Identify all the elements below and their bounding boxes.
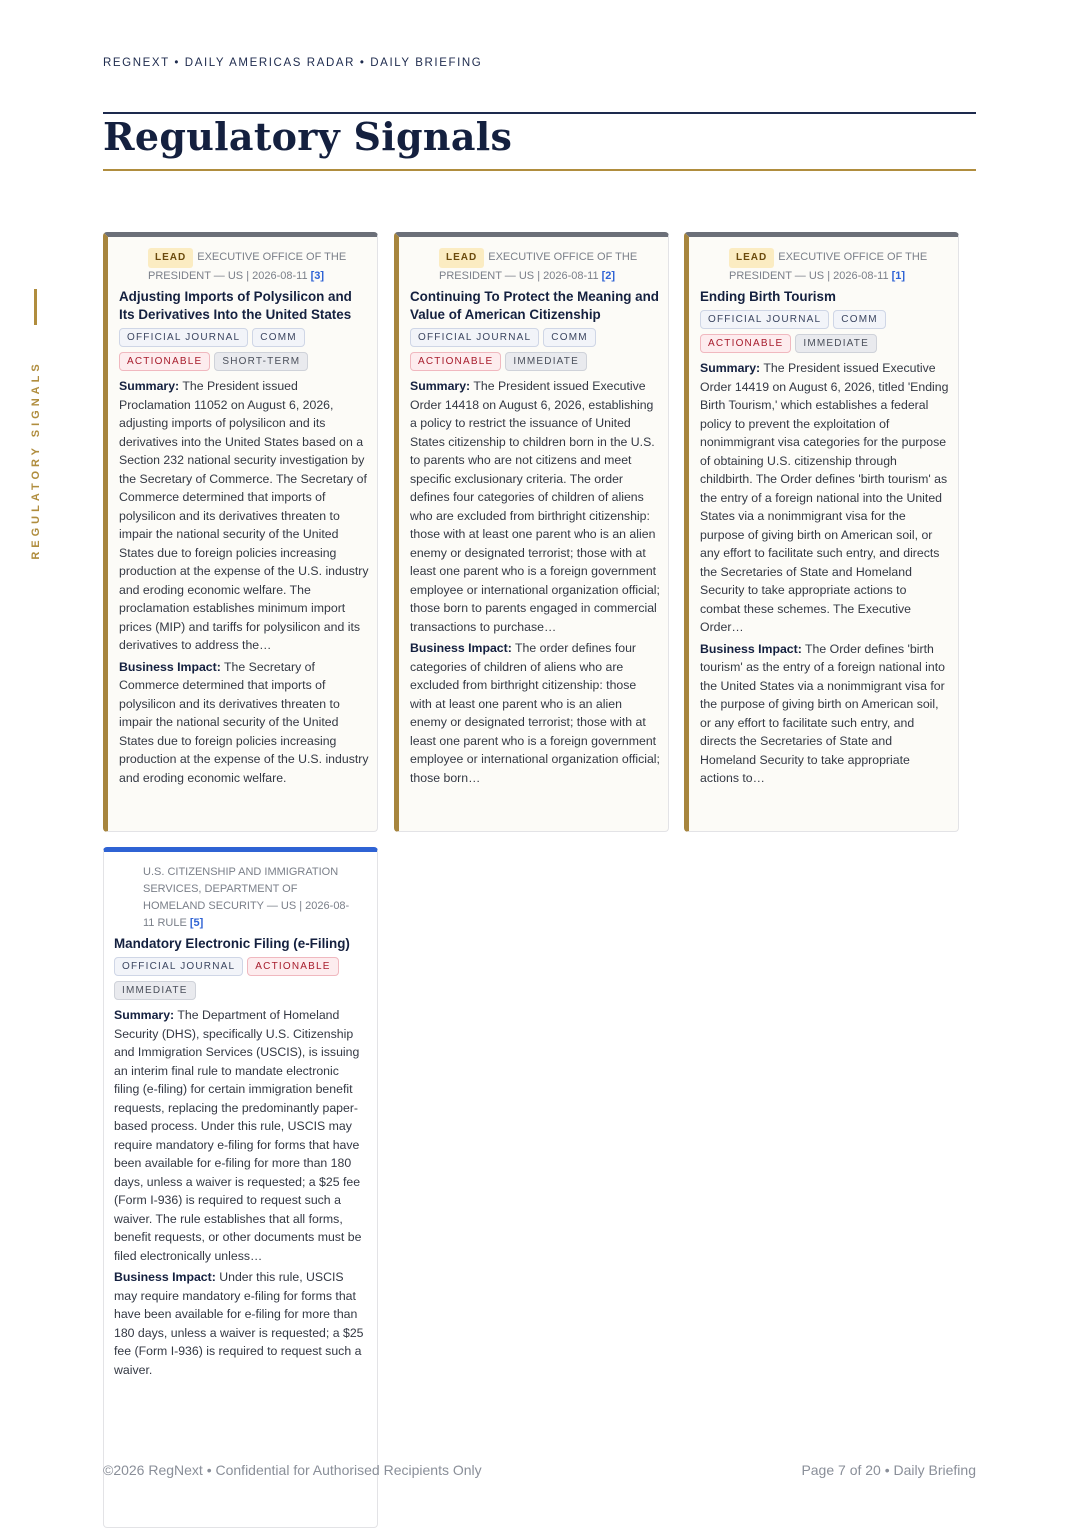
reference-link[interactable]: [2] bbox=[601, 269, 616, 282]
side-accent-bar bbox=[34, 289, 37, 325]
signal-card-rule[interactable] bbox=[103, 847, 378, 1528]
impact-label: Business Impact: bbox=[119, 659, 221, 674]
tag-list bbox=[410, 327, 662, 375]
card-summary bbox=[700, 359, 950, 637]
card-business-impact bbox=[119, 658, 369, 788]
card-title[interactable]: Continuing To Protect the Meaning and Value of American Citizenship bbox=[410, 289, 659, 322]
reference-link[interactable]: [5] bbox=[189, 917, 204, 929]
summary-label: Summary: bbox=[700, 361, 761, 375]
tag-timeframe: SHORT-TERM bbox=[214, 352, 308, 371]
card-title[interactable]: Ending Birth Tourism bbox=[700, 289, 836, 304]
summary-text: The President issued Proclamation 11052 on August 6, 2026, adjusting imports of polysilicon and its derivatives into the United States based on a Section 232 national security investigation by the Secretary of Commerce. The Secretary of Commerce determined that imports of polysilicon and its derivatives threaten to impair the national security of the United States due to foreign policies increasing production at the expense of the U.S. industry and eroding economic welfare. The proclamation establishes minimum import prices (MIP) and tariffs for polysilicon and its derivatives to address the… bbox=[119, 379, 369, 652]
lead-badge: LEAD bbox=[148, 248, 193, 268]
tag-list bbox=[119, 327, 371, 375]
tag-comm: COMM bbox=[833, 310, 885, 329]
card-summary bbox=[410, 377, 660, 636]
card-meta bbox=[700, 237, 936, 285]
card-meta bbox=[114, 852, 350, 932]
summary-label: Summary: bbox=[410, 379, 471, 393]
tag-official-journal: OFFICIAL JOURNAL bbox=[114, 957, 243, 976]
impact-label: Business Impact: bbox=[410, 641, 512, 655]
tag-official-journal: OFFICIAL JOURNAL bbox=[410, 328, 539, 347]
tag-actionable: ACTIONABLE bbox=[119, 352, 210, 371]
reference-link[interactable]: [3] bbox=[310, 269, 325, 282]
rule-label: RULE bbox=[157, 917, 187, 929]
tag-official-journal: OFFICIAL JOURNAL bbox=[119, 328, 248, 347]
tag-list bbox=[114, 956, 366, 1004]
signal-card[interactable] bbox=[684, 232, 959, 832]
tag-comm: COMM bbox=[252, 328, 304, 347]
tag-actionable: ACTIONABLE bbox=[247, 957, 338, 976]
title-rule-bottom bbox=[103, 169, 976, 171]
signal-card[interactable] bbox=[103, 232, 378, 832]
card-business-impact bbox=[410, 639, 660, 787]
card-summary bbox=[119, 377, 369, 655]
tag-list bbox=[700, 309, 952, 357]
card-agency: U.S. CITIZENSHIP AND IMMIGRATION SERVICES, DEPARTMENT OF HOMELAND SECURITY — US | 2026-08-11 bbox=[143, 866, 350, 929]
tag-actionable: ACTIONABLE bbox=[700, 334, 791, 353]
reference-link[interactable]: [1] bbox=[891, 269, 906, 282]
summary-text: The President issued Executive Order 14418 on August 6, 2026, establishing a policy to restrict the issuance of United States citizenship to children born in the U.S. to parents who are not citizens and meet specific exclusionary criteria. The order defines four categories of children of aliens who are excluded from birthright citizenship: those with at least one parent who is an alien enemy or designated terrorist; those with at least one parent who is a foreign government employee or international organization official; those born to parents engaged in commercial transactions to purchase… bbox=[410, 379, 660, 634]
tag-timeframe: IMMEDIATE bbox=[114, 981, 196, 1000]
card-summary bbox=[114, 1006, 364, 1265]
card-business-impact bbox=[700, 640, 950, 788]
signal-card[interactable] bbox=[394, 232, 669, 832]
impact-label: Business Impact: bbox=[700, 641, 802, 656]
summary-label: Summary: bbox=[119, 379, 180, 393]
card-meta bbox=[410, 237, 646, 285]
tag-timeframe: IMMEDIATE bbox=[795, 334, 877, 353]
lead-badge: LEAD bbox=[439, 248, 484, 268]
tag-comm: COMM bbox=[543, 328, 595, 347]
card-meta bbox=[119, 237, 355, 285]
card-agency: EXECUTIVE OFFICE OF THE PRESIDENT — US | 2026-08-11 bbox=[729, 251, 928, 282]
summary-text: The Department of Homeland Security (DHS), specifically U.S. Citizenship and Immigration Services (USCIS), is issuing an interim final rule to mandate electronic filing (e-filing) for certain immigration benefit requests, replacing the predominantly paper-based process. Under this rule, USCIS may require mandatory e-filing for forms that have been available for e-filing for more than 180 days, unless a waiver is requested; a $25 fee (Form I-936) is required to request such a waiver. The rule establishes that all forms, benefit requests, or other documents must be filed electronically unless… bbox=[114, 1008, 362, 1263]
impact-label: Business Impact: bbox=[114, 1270, 216, 1284]
impact-text: The Secretary of Commerce determined that imports of polysilicon and its derivatives threaten to impair the national security of the United States due to foreign policies increasing production at the expense of the U.S. industry and eroding economic welfare. bbox=[119, 659, 369, 785]
footer-copyright: ©2026 RegNext • Confidential for Authorised Recipients Only bbox=[103, 1462, 482, 1478]
impact-text: The Order defines 'birth tourism' as the entry of a foreign national into the United States via a nonimmigrant visa for the purpose of giving birth on American soil, or any effort to facilitate such entry, and directs the Secretaries of State and Homeland Security to take appropriate actions to… bbox=[700, 641, 946, 785]
card-agency: EXECUTIVE OFFICE OF THE PRESIDENT — US | 2026-08-11 bbox=[148, 251, 347, 282]
tag-official-journal: OFFICIAL JOURNAL bbox=[700, 310, 829, 329]
lead-badge: LEAD bbox=[729, 248, 774, 268]
card-title[interactable]: Mandatory Electronic Filing (e-Filing) bbox=[114, 936, 350, 951]
summary-text: The President issued Executive Order 14419 on August 6, 2026, titled 'Ending Birth Tourism,' which establishes a federal policy to prevent the exploitation of nonimmigrant visa categories for the purpose of obtaining U.S. citizenship through childbirth. The Order defines 'birth tourism' as the entry of a foreign national into the United States via a nonimmigrant visa for the purpose of giving birth on American soil, or any effort to facilitate such entry, and directs the Secretaries of State and Homeland Security to take appropriate actions to combat these schemes. The Executive Order… bbox=[700, 361, 949, 634]
summary-label: Summary: bbox=[114, 1008, 175, 1022]
page-title: Regulatory Signals bbox=[103, 114, 513, 159]
card-title[interactable]: Adjusting Imports of Polysilicon and Its Derivatives Into the United States bbox=[119, 289, 352, 322]
impact-text: The order defines four categories of children of aliens who are excluded from birthright citizenship: those with at least one parent who is an alien enemy or designated terrorist; those with at least one parent who is a foreign government employee or international organization official; those born… bbox=[410, 641, 660, 785]
tag-actionable: ACTIONABLE bbox=[410, 352, 501, 371]
side-section-label: REGULATORY SIGNALS bbox=[30, 360, 42, 560]
breadcrumb: REGNEXT • DAILY AMERICAS RADAR • DAILY BRIEFING bbox=[103, 57, 483, 69]
card-business-impact bbox=[114, 1268, 364, 1379]
tag-timeframe: IMMEDIATE bbox=[505, 352, 587, 371]
impact-text: Under this rule, USCIS may require mandatory e-filing for forms that have been available for e-filing for more than 180 days, unless a waiver is requested; a $25 fee (Form I-936) is required to request such a waiver. bbox=[114, 1270, 364, 1377]
footer-page-number: Page 7 of 20 • Daily Briefing bbox=[801, 1462, 976, 1478]
card-agency: EXECUTIVE OFFICE OF THE PRESIDENT — US | 2026-08-11 bbox=[439, 251, 638, 282]
